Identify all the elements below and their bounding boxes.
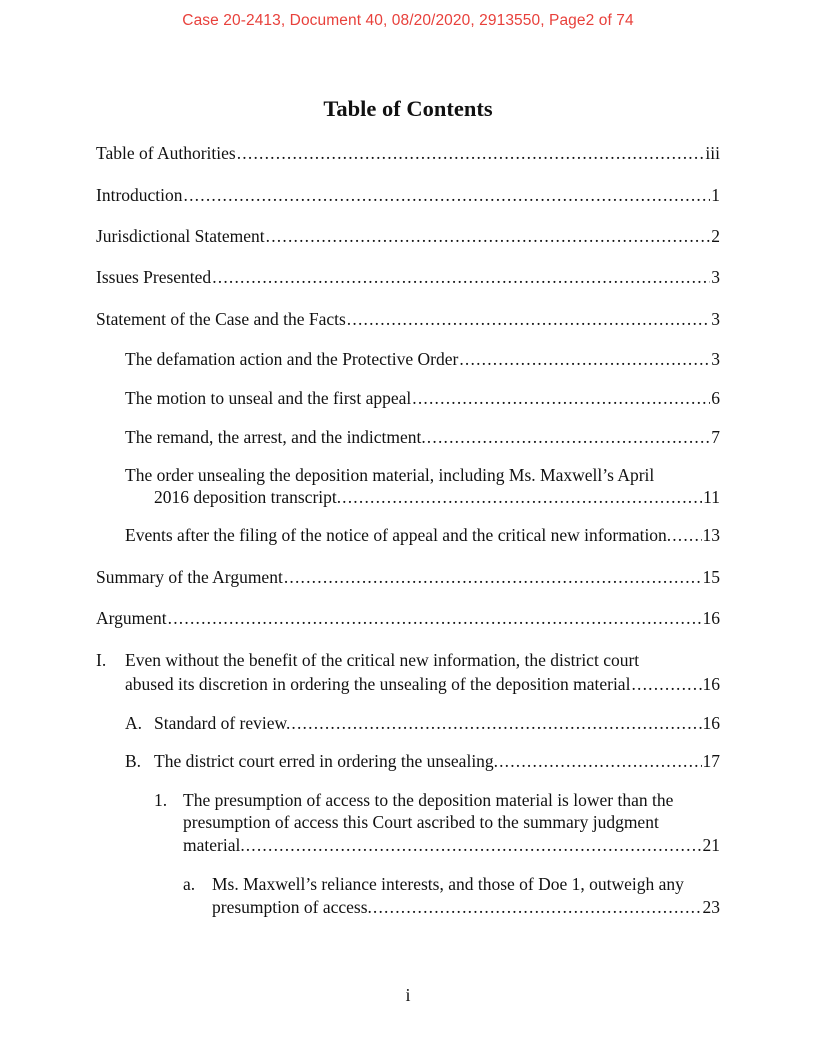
toc-label: The district court erred in ordering the unsealing. — [154, 751, 499, 771]
section-number: I. — [96, 650, 107, 670]
dot-leader — [427, 426, 710, 449]
toc-page: 15 — [702, 567, 720, 587]
toc-entry-motion-to-unseal[interactable] — [125, 387, 720, 410]
toc-entry-presumption-of-access[interactable] — [183, 834, 720, 857]
toc-entry-remand-arrest-indictment[interactable] — [125, 426, 720, 449]
toc-label: Events after the filing of the notice of appeal and the critical new information. — [125, 525, 672, 545]
dot-leader — [246, 834, 702, 857]
toc-label: The motion to unseal and the first appeal — [125, 388, 412, 408]
dot-leader — [284, 566, 702, 589]
toc-entry-jurisdictional-statement[interactable] — [96, 225, 720, 248]
toc-entry-section-i[interactable] — [125, 673, 720, 696]
section-letter: B. — [125, 751, 142, 771]
dot-leader — [347, 308, 710, 331]
toc-page: 2 — [711, 226, 720, 246]
toc-page: iii — [705, 143, 720, 163]
toc-entry-argument[interactable] — [96, 607, 720, 630]
toc-page: 16 — [702, 674, 720, 694]
toc-page: 16 — [702, 608, 720, 628]
toc-entry-issues-presented[interactable] — [96, 266, 720, 289]
toc-entry-statement-of-the-case[interactable] — [96, 308, 720, 331]
toc-page: 1 — [711, 185, 720, 205]
toc-page: 13 — [702, 525, 720, 545]
dot-leader — [412, 387, 710, 410]
toc-page: 3 — [711, 349, 720, 369]
toc-entry-presumption-line2[interactable]: presumption of access this Court ascribed to the summary judgment — [183, 812, 659, 832]
section-number: 1. — [154, 790, 168, 810]
toc-entry-introduction[interactable] — [96, 184, 720, 207]
toc-label: material. — [183, 835, 245, 855]
toc-entry-defamation-action[interactable] — [125, 348, 720, 371]
toc-entry-reliance-line1[interactable]: Ms. Maxwell’s reliance interests, and those of Doe 1, outweigh any — [212, 874, 684, 894]
dot-leader — [499, 750, 701, 773]
case-header: Case 20-2413, Document 40, 08/20/2020, 2913550, Page2 of 74 — [182, 12, 634, 29]
toc-label: 2016 deposition transcript. — [154, 487, 342, 507]
toc-label: Statement of the Case and the Facts — [96, 309, 346, 329]
toc-page: 23 — [702, 897, 720, 917]
toc-label: The defamation action and the Protective Order — [125, 349, 459, 369]
dot-leader — [168, 607, 702, 630]
toc-page: 11 — [703, 487, 720, 507]
dot-leader — [237, 142, 705, 165]
page-number: i — [405, 985, 411, 1005]
toc-label: presumption of access. — [212, 897, 372, 917]
toc-entry-order-unsealing-line1[interactable]: The order unsealing the deposition material, including Ms. Maxwell’s April — [125, 465, 655, 485]
dot-leader — [291, 712, 701, 735]
toc-label: Jurisdictional Statement — [96, 226, 265, 246]
toc-page: 3 — [711, 267, 720, 287]
dot-leader — [184, 184, 711, 207]
toc-entry-summary-of-argument[interactable] — [96, 566, 720, 589]
toc-label: Standard of review. — [154, 713, 291, 733]
toc-entry-reliance-interests[interactable] — [212, 896, 720, 919]
dot-leader — [266, 225, 711, 248]
toc-label: Argument — [96, 608, 167, 628]
toc-label: Table of Authorities — [96, 143, 236, 163]
toc-label: Introduction — [96, 185, 183, 205]
toc-entry-section-i-line1[interactable]: Even without the benefit of the critical new information, the district court — [125, 650, 640, 670]
toc-page: 16 — [702, 713, 720, 733]
toc-entry-district-court-erred[interactable] — [154, 750, 720, 773]
toc-label: Summary of the Argument — [96, 567, 283, 587]
dot-leader — [212, 266, 710, 289]
page-title: Table of Contents — [323, 96, 493, 121]
dot-leader — [373, 896, 702, 919]
dot-leader — [342, 486, 702, 509]
toc-label: The remand, the arrest, and the indictment. — [125, 427, 426, 447]
dot-leader — [631, 673, 701, 696]
toc-entry-events-after-filing[interactable] — [125, 524, 720, 547]
toc-page: 6 — [711, 388, 720, 408]
toc-entry-presumption-line1[interactable]: The presumption of access to the deposition material is lower than the — [183, 790, 674, 810]
toc-entry-table-of-authorities[interactable] — [96, 142, 720, 165]
toc-entry-standard-of-review[interactable] — [154, 712, 720, 735]
toc-page: 7 — [711, 427, 720, 447]
toc-label: abused its discretion in ordering the unsealing of the deposition material — [125, 674, 631, 694]
section-letter: a. — [183, 874, 196, 894]
toc-entry-order-unsealing[interactable] — [154, 486, 720, 509]
section-letter: A. — [125, 713, 143, 733]
dot-leader — [672, 524, 701, 547]
dot-leader — [459, 348, 710, 371]
toc-label: Issues Presented — [96, 267, 212, 287]
toc-page: 17 — [702, 751, 720, 771]
toc-page: 21 — [702, 835, 720, 855]
toc-page: 3 — [711, 309, 720, 329]
